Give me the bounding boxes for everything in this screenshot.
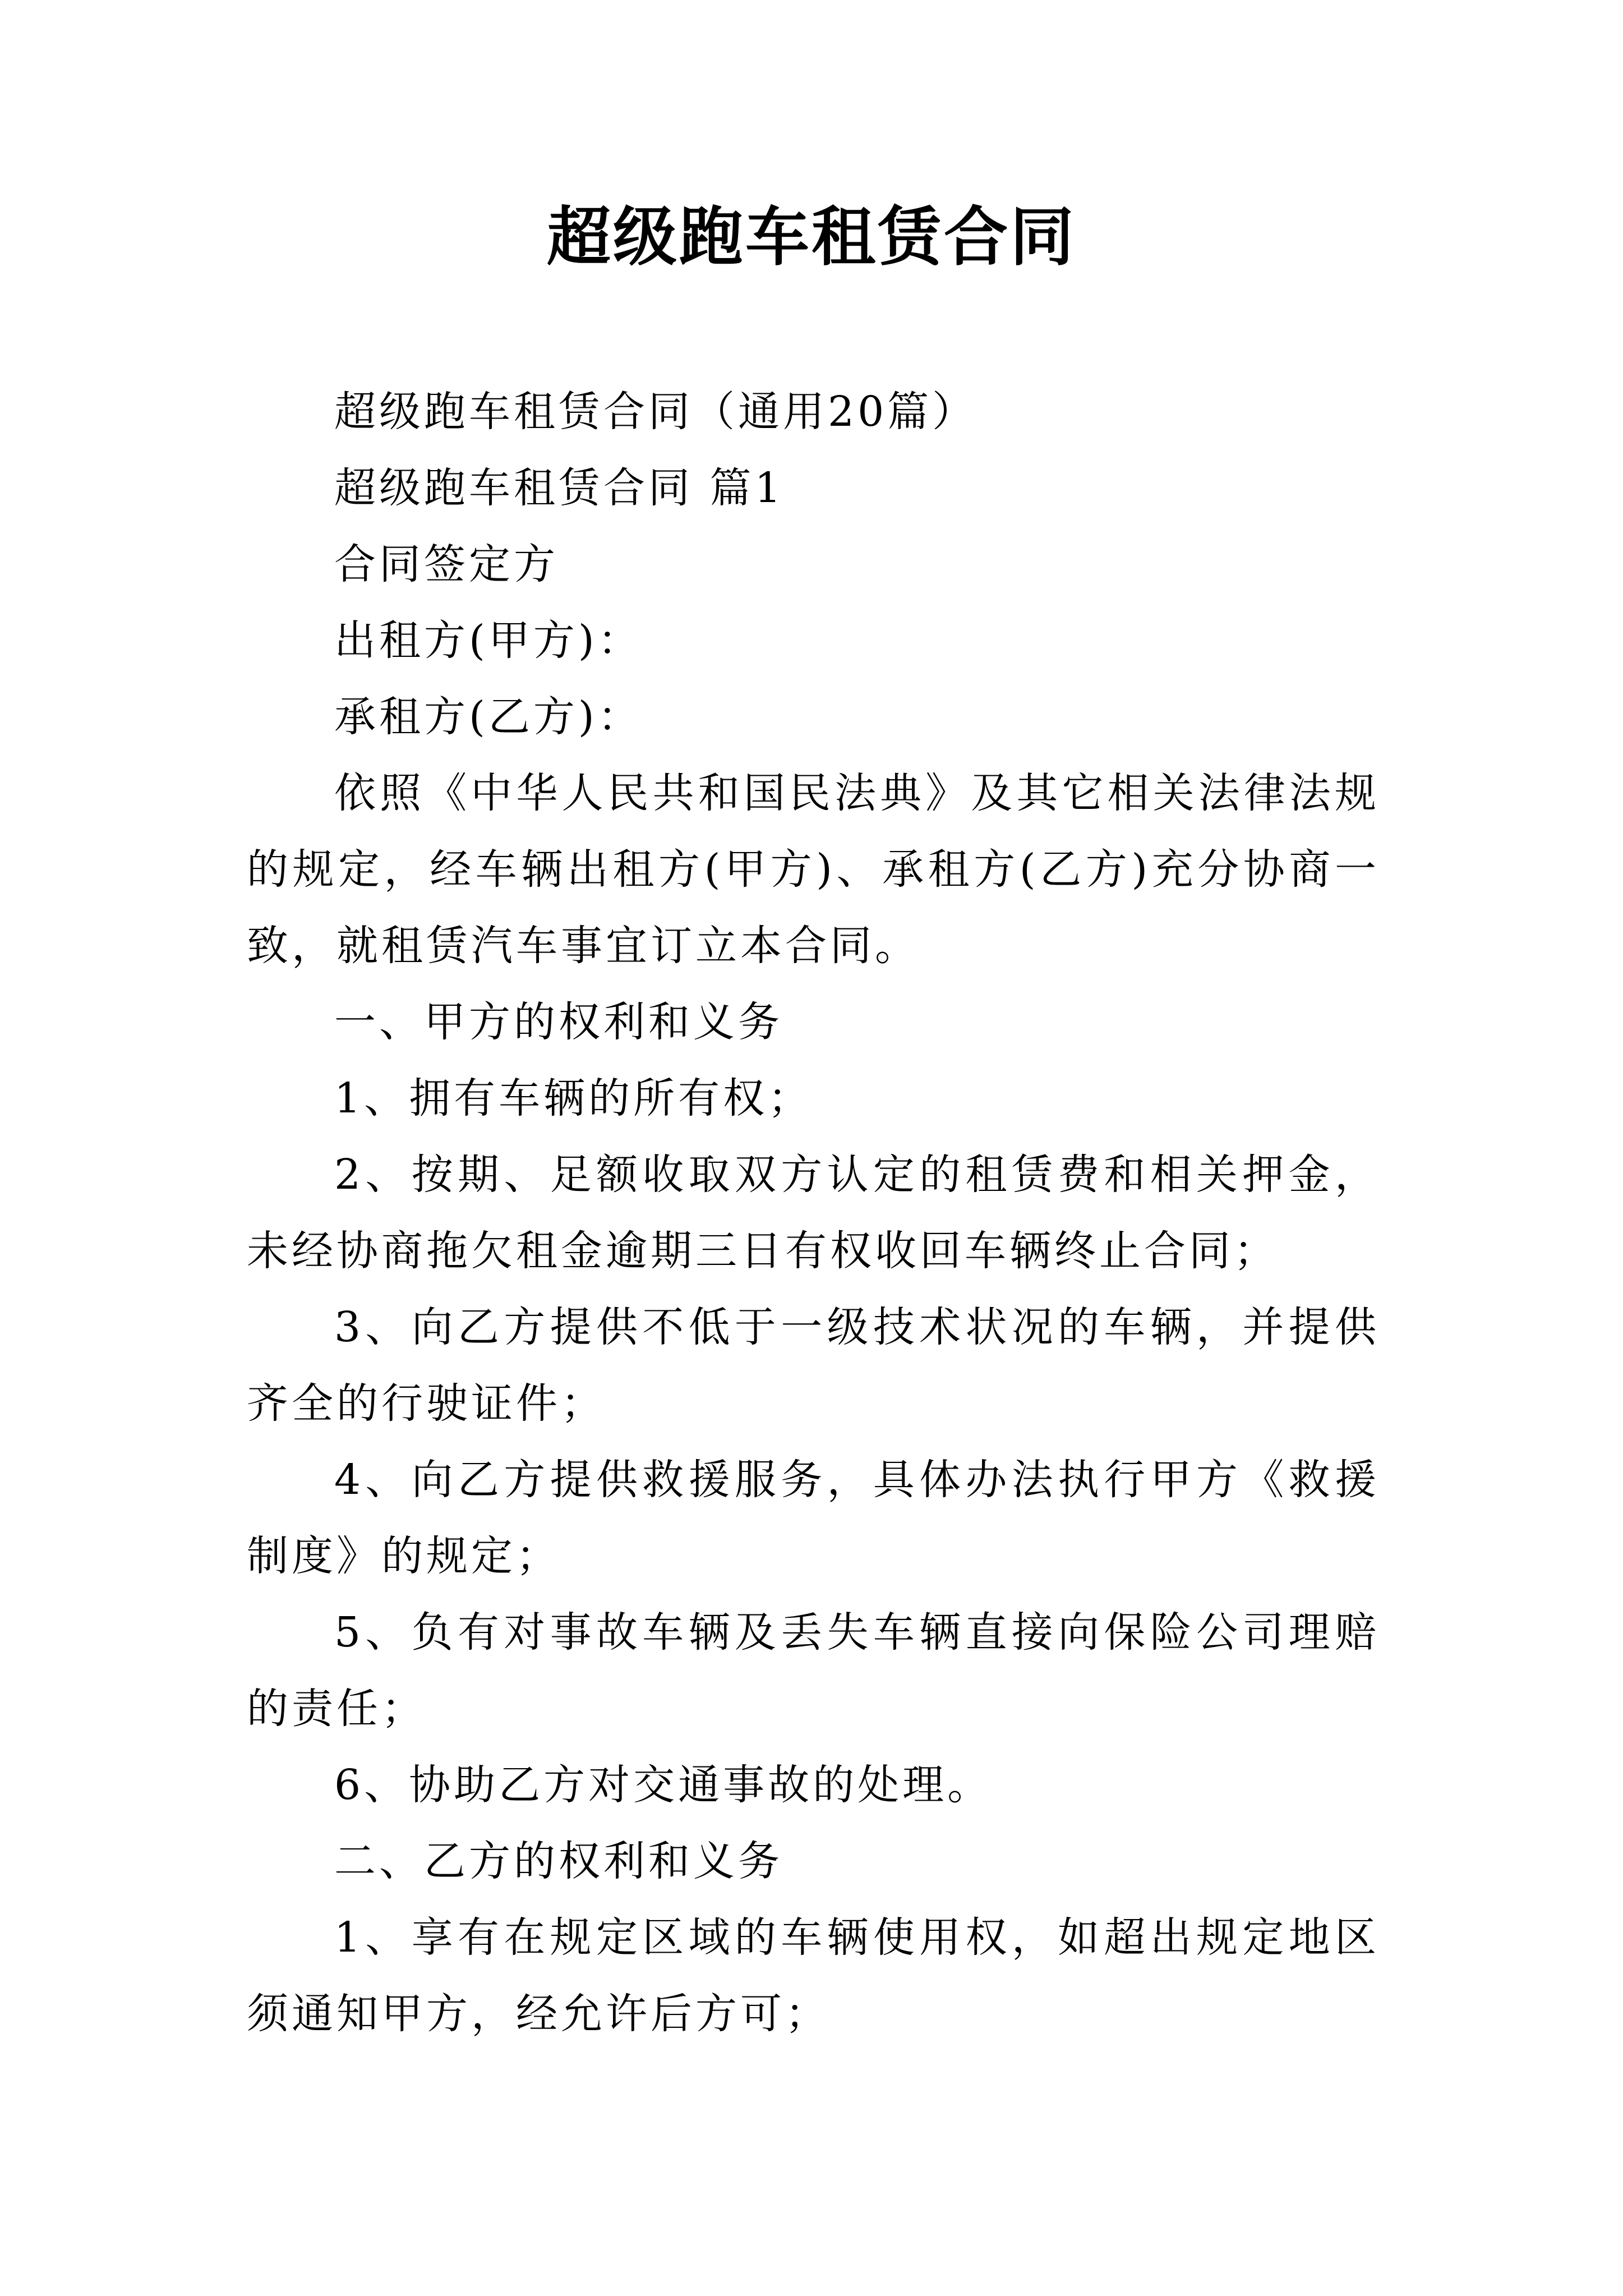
clause-a-6: 6、协助乙方对交通事故的处理。 <box>334 1761 993 1809</box>
section-heading-party-b: 二、乙方的权利和义务 <box>334 1837 783 1885</box>
paragraph-heading-general: 超级跑车租赁合同（通用20篇） <box>334 388 978 436</box>
section-heading-party-a: 一、甲方的权利和义务 <box>334 998 783 1046</box>
document-title: 超级跑车租赁合同 <box>546 199 1076 274</box>
paragraph-lessor: 出租方(甲方)： <box>334 616 643 665</box>
paragraph-preamble: 依照《中华人民共和国民法典》及其它相关法律法规的规定，经车辆出租方(甲方)、承租方(乙方)充分协商一致，就租赁汽车事宜订立本合同。 <box>247 769 1380 970</box>
clause-a-2: 2、按期、足额收取双方认定的租赁费和相关押金，未经协商拖欠租金逾期三日有权收回车辆终止合同； <box>247 1151 1380 1275</box>
paragraph-signing-parties: 合同签定方 <box>334 540 559 588</box>
clause-a-5: 5、负有对事故车辆及丢失车辆直接向保险公司理赔的责任； <box>247 1608 1380 1733</box>
clause-b-1: 1、享有在规定区域的车辆使用权，如超出规定地区须通知甲方，经允许后方可； <box>247 1913 1380 2038</box>
paragraph-heading-part1: 超级跑车租赁合同 篇1 <box>334 464 785 512</box>
clause-a-3: 3、向乙方提供不低于一级技术状况的车辆，并提供齐全的行驶证件； <box>247 1303 1380 1428</box>
clause-a-4: 4、向乙方提供救援服务，具体办法执行甲方《救援制度》的规定； <box>247 1456 1380 1580</box>
paragraph-lessee: 承租方(乙方)： <box>334 693 643 741</box>
clause-a-1: 1、拥有车辆的所有权； <box>334 1074 813 1122</box>
document-body <box>247 374 1380 2052</box>
